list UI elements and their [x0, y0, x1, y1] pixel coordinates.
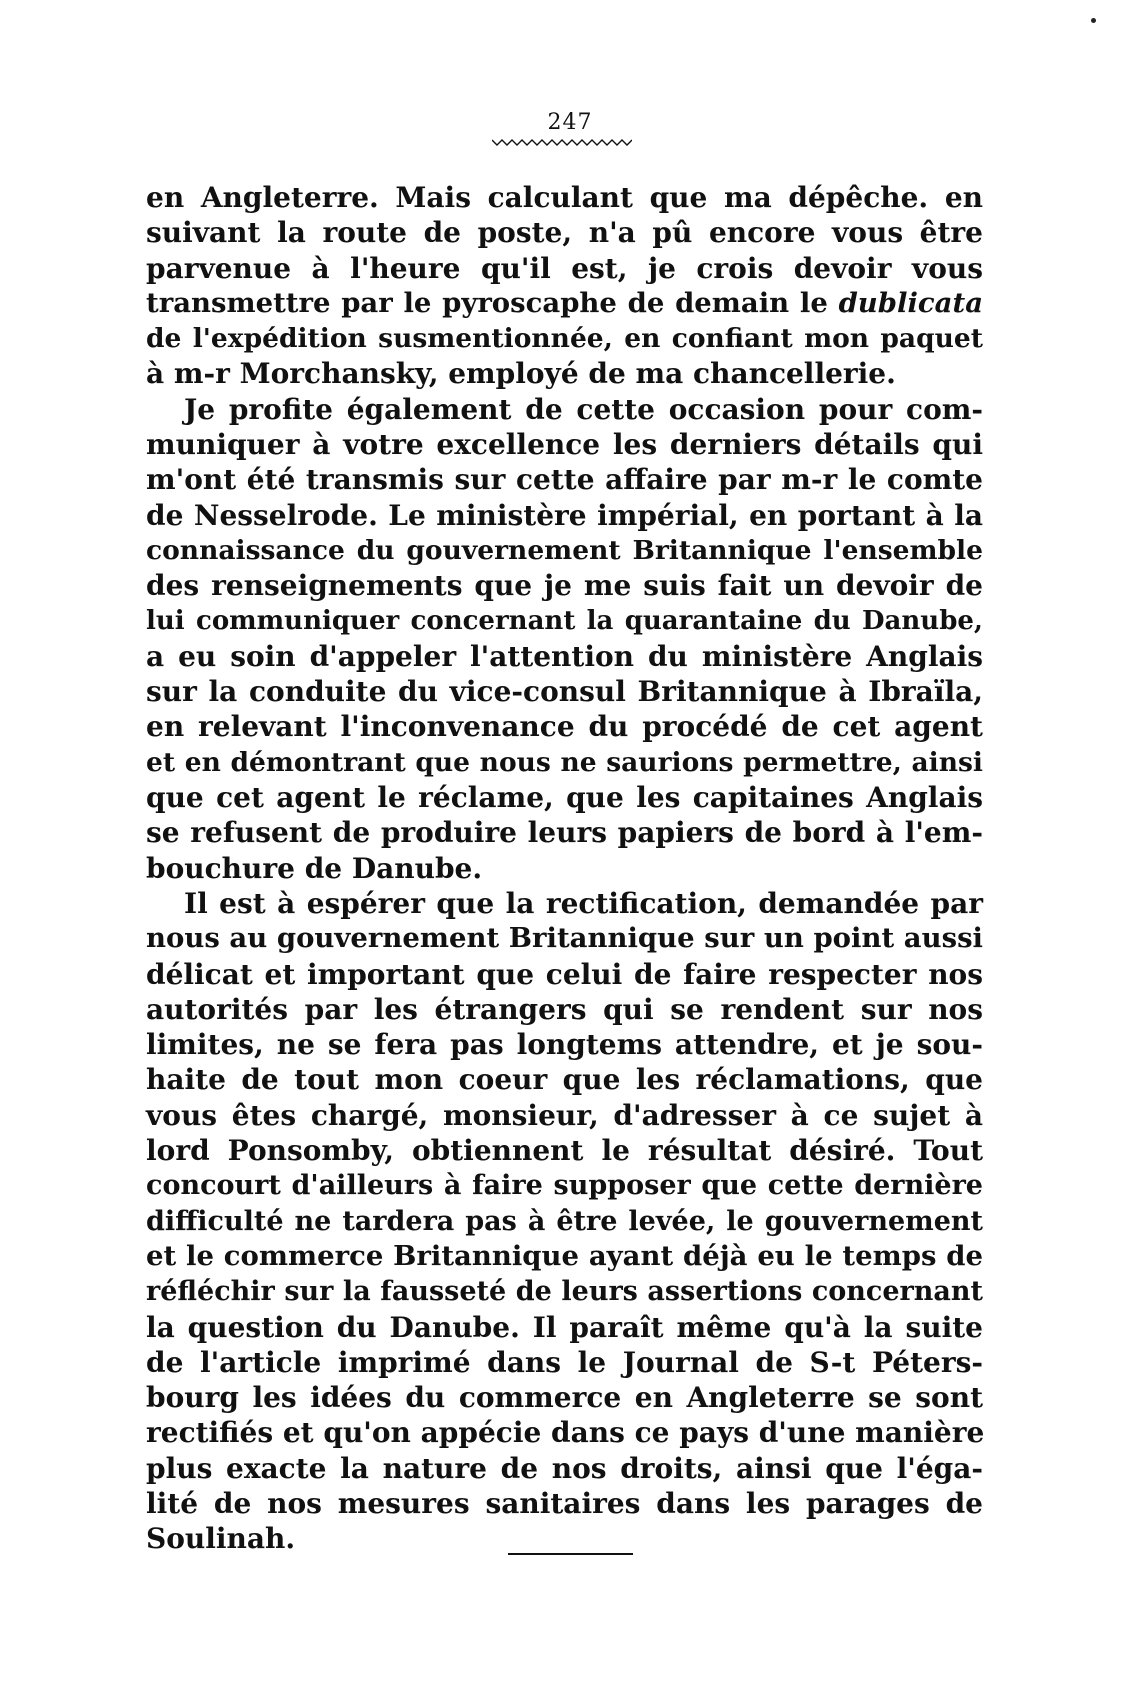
- text-line: difficulté ne tardera pas à être levée, le gouvernement: [146, 1205, 983, 1237]
- text-line: de l'expédition susmentionnée, en confiant mon paquet: [146, 323, 983, 355]
- text-line: bouchure de Danube.: [146, 851, 483, 885]
- text-line: plus exacte la nature de nos droits, ainsi que l'éga-: [146, 1451, 983, 1485]
- italic-word: dublicata: [838, 286, 984, 319]
- text-line: se refusent de produire leurs papiers de bord à l'em-: [146, 816, 983, 850]
- wavy-ornament: [492, 138, 632, 146]
- body-text: [146, 180, 983, 1557]
- text-line: à m-r Morchansky, employé de ma chancellerie.: [146, 357, 896, 391]
- text-line: connaissance du gouvernement Britannique l'ensemble: [146, 534, 983, 566]
- paragraph-3: [146, 886, 983, 1557]
- text-line: bourg les idées du commerce en Angleterre se sont: [146, 1381, 983, 1415]
- paragraph-2: [146, 392, 983, 886]
- text-line: nous au gouvernement Britannique sur un point aussi: [146, 922, 983, 955]
- text-line: autorités par les étrangers qui se rendent sur nos: [146, 992, 983, 1026]
- text-line: haite de tout mon coeur que les réclamations, que: [146, 1063, 983, 1097]
- text-line: réfléchir sur la fausseté de leurs assertions concernant: [146, 1276, 983, 1308]
- text-line: rectifiés et qu'on appécie dans ce pays d'une manière: [146, 1416, 985, 1450]
- text-line: parvenue à l'heure qu'il est, je crois devoir vous: [146, 251, 983, 285]
- text-line: a eu soin d'appeler l'attention du ministère Anglais: [146, 639, 983, 673]
- text-line: en relevant l'inconvenance du procédé de cet agent: [146, 710, 983, 744]
- text-line: et le commerce Britannique ayant déjà eu le temps de: [146, 1239, 983, 1272]
- closing-rule: [508, 1553, 633, 1555]
- text-line: des renseignements que je me suis fait un devoir de: [146, 569, 983, 603]
- text-line: limites, ne se fera pas longtems attendre, et je sou-: [146, 1028, 983, 1062]
- text-line: concourt d'ailleurs à faire supposer que cette dernière: [146, 1170, 983, 1202]
- text-line: vous êtes chargé, monsieur, d'adresser à ce sujet à: [146, 1098, 983, 1132]
- text-line: m'ont été transmis sur cette affaire par m-r le comte: [146, 463, 983, 497]
- text-line: Il est à espérer que la rectification, demandée par: [184, 886, 983, 920]
- text-line: lord Ponsomby, obtiennent le résultat désiré. Tout: [146, 1134, 983, 1168]
- text-line: que cet agent le réclame, que les capitaines Anglais: [146, 781, 983, 815]
- corner-speck: [1091, 18, 1096, 23]
- text-line: muniquer à votre excellence les derniers détails qui: [146, 428, 983, 462]
- text-line: Je profite également de cette occasion pour com-: [184, 392, 983, 426]
- text-line-with-italic: [146, 286, 983, 321]
- text-line: délicat et important que celui de faire respecter nos: [146, 957, 983, 991]
- page-number: 247: [547, 110, 593, 135]
- text-line: de l'article imprimé dans le Journal de S-t Péters-: [146, 1345, 983, 1379]
- text-line: suivant la route de poste, n'a pû encore vous être: [146, 216, 983, 250]
- text-line: de Nesselrode. Le ministère impérial, en portant à la: [146, 498, 983, 532]
- text-line: en Angleterre. Mais calculant que ma dépêche. en: [146, 181, 983, 214]
- text-line: et en démontrant que nous ne saurions permettre, ainsi: [146, 746, 983, 778]
- text-segment: transmettre par le pyroscaphe de demain le: [146, 286, 828, 319]
- text-line: sur la conduite du vice-consul Britannique à Ibraïla,: [146, 675, 983, 709]
- text-line: la question du Danube. Il paraît même qu'à la suite: [146, 1310, 983, 1344]
- text-line: lui communiquer concernant la quarantaine du Danube,: [146, 605, 983, 636]
- paragraph-1: [146, 180, 983, 392]
- text-line: lité de nos mesures sanitaires dans les parages de: [146, 1486, 983, 1520]
- text-line: Soulinah.: [146, 1522, 296, 1556]
